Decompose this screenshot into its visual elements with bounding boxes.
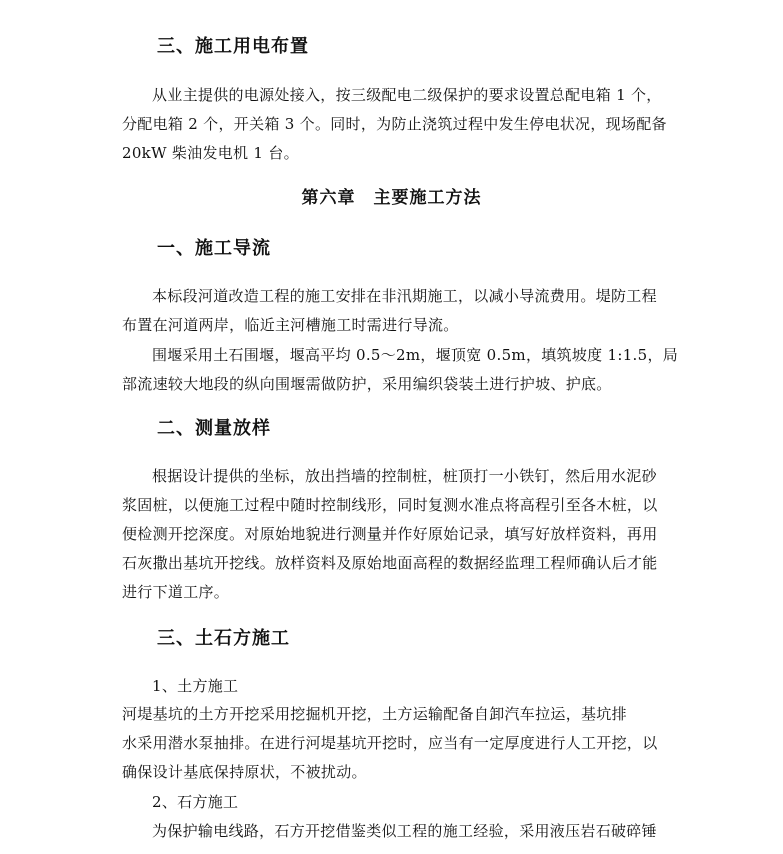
subheading-earth: 1、土方施工 [152,677,239,695]
paragraph-line: 为保护输电线路，石方开挖借鉴类似工程的施工经验，采用液压岩石破碎锤 [152,822,657,840]
paragraph-line: 便检测开挖深度。对原始地貌进行测量并作好原始记录，填写好放样资料，再用 [122,525,658,543]
paragraph-line: 石灰撒出基坑开挖线。放样资料及原始地面高程的数据经监理工程师确认后才能 [122,554,658,572]
paragraph-line: 20kW 柴油发电机 1 台。 [122,144,299,162]
subheading-rock: 2、石方施工 [152,793,239,811]
paragraph-line: 分配电箱 2 个，开关箱 3 个。同时，为防止浇筑过程中发生停电状况，现场配备 [122,115,667,133]
paragraph-line: 水采用潜水泵抽排。在进行河堤基坑开挖时，应当有一定厚度进行人工开挖，以 [122,734,658,752]
paragraph-line: 围堰采用土石围堰，堰高平均 0.5～2m，堰顶宽 0.5m，填筑坡度 1:1.5，局 [152,346,679,364]
paragraph-line: 浆固桩，以便施工过程中随时控制线形，同时复测水准点将高程引至各木桩，以 [122,496,658,514]
paragraph-line: 布置在河道两岸，临近主河槽施工时需进行导流。 [122,316,459,334]
heading-power-layout: 三、施工用电布置 [157,36,309,57]
chapter-title: 第六章 主要施工方法 [301,188,482,208]
heading-survey: 二、测量放样 [157,418,271,439]
paragraph-line: 进行下道工序。 [122,583,230,601]
paragraph-line: 河堤基坑的土方开挖采用挖掘机开挖，土方运输配备自卸汽车拉运，基坑排 [122,705,627,723]
paragraph-line: 从业主提供的电源处接入，按三级配电二级保护的要求设置总配电箱 1 个， [152,86,662,104]
paragraph-line: 根据设计提供的坐标，放出挡墙的控制桩，桩顶打一小铁钉，然后用水泥砂 [152,467,657,485]
paragraph-line: 本标段河道改造工程的施工安排在非汛期施工，以减小导流费用。堤防工程 [152,287,657,305]
heading-earthwork: 三、土石方施工 [157,628,290,649]
heading-diversion: 一、施工导流 [157,238,271,259]
paragraph-line: 确保设计基底保持原状，不被扰动。 [122,763,367,781]
paragraph-line: 部流速较大地段的纵向围堰需做防护，采用编织袋装土进行护坡、护底。 [122,375,612,393]
